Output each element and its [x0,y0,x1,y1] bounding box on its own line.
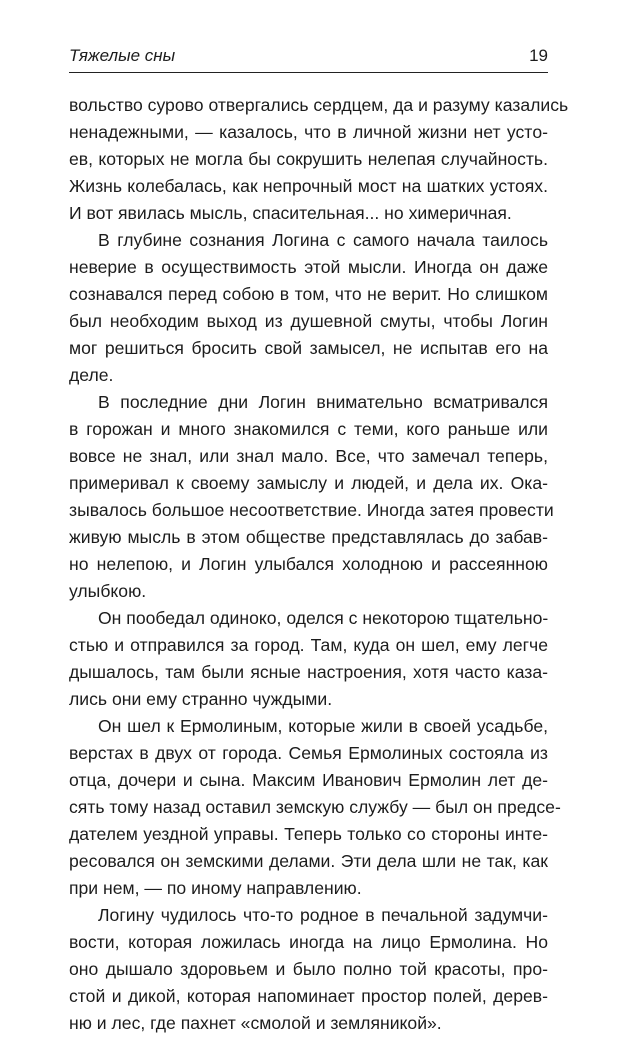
text-line: Он пообедал одиноко, оделся с некоторою тщательно- [98,608,549,628]
text-line: В последние дни Логин внимательно всматривался [98,392,548,412]
text-line: стью и отправился за город. Там, куда он шел, ему легче [69,635,548,655]
text-line: вовсе не знал, или знал мало. Все, что замечал теперь, [69,446,548,466]
paragraph [69,389,554,605]
text-line: стой и дикой, которая напоминает простор полей, дерев- [69,986,548,1006]
text-line: в горожан и много знакомился с теми, кого раньше или [69,419,548,439]
text-line: неверие в осуществимость этой мысли. Иногда он даже [69,257,548,277]
text-line: вольство сурово отвергались сердцем, да и разуму казались [69,95,569,115]
paragraph [69,605,548,713]
text-line: деле. [69,365,114,385]
text-line: ев, которых не могла бы сокрушить нелепая случайность. [69,149,548,169]
text-line: Жизнь колебалась, как непрочный мост на шатких устоях. [69,176,548,196]
text-line: отца, дочери и сына. Максим Иванович Ермолин лет де- [69,770,548,790]
text-line: зывалось большое несоответствие. Иногда затея провести [69,500,554,520]
text-line: примеривал к своему замыслу и людей, и дела их. Ока- [69,473,548,493]
text-line: ресовался он земскими делами. Эти дела шли не так, как [69,851,548,871]
paragraph [69,227,548,389]
text-line: вости, которая ложилась иногда на лицо Ермолина. Но [69,932,548,952]
text-line: живую мысль в этом обществе представлялась до забав- [69,527,548,547]
text-line: сять тому назад оставил земскую службу — был он предсе- [69,797,561,817]
text-line: улыбкою. [69,581,147,601]
text-line: верстах в двух от города. Семья Ермолиных состояла из [69,743,548,763]
text-line: но нелепою, и Логин улыбался холодною и рассеянною [69,554,548,574]
text-line: И вот явилась мысль, спасительная... но химеричная. [69,203,512,223]
text-line: Он шел к Ермолиным, которые жили в своей усадьбе, [98,716,548,736]
paragraph [69,713,561,902]
text-line: дателем уездной управы. Теперь только со стороны инте- [69,824,548,844]
running-header [69,42,548,73]
page-number: 19 [529,46,548,65]
text-line: Логину чудилось что-то родное в печальной задумчи- [98,905,548,925]
text-line: ню и лес, где пахнет «смолой и земляникой». [69,1013,442,1033]
text-line: при нем, — по иному направлению. [69,878,362,898]
text-line: сознавался перед собою в том, что не верит. Но слишком [69,284,548,304]
text-line: В глубине сознания Логина с самого начала таилось [98,230,548,250]
text-line: мог решиться бросить свой замысел, не испытав его на [69,338,548,358]
body-text [69,92,569,1037]
text-line: лись они ему странно чуждыми. [69,689,333,709]
paragraph [69,902,548,1037]
text-line: оно дышало здоровьем и было полно той красоты, про- [69,959,548,979]
paragraph [69,92,569,227]
text-line: был необходим выход из душевной смуты, чтобы Логин [69,311,548,331]
running-title: Тяжелые сны [69,46,176,65]
text-line: дышалось, там были ясные настроения, хотя часто каза- [69,662,548,682]
text-line: ненадежными, — казалось, что в личной жизни нет устo- [69,122,548,142]
